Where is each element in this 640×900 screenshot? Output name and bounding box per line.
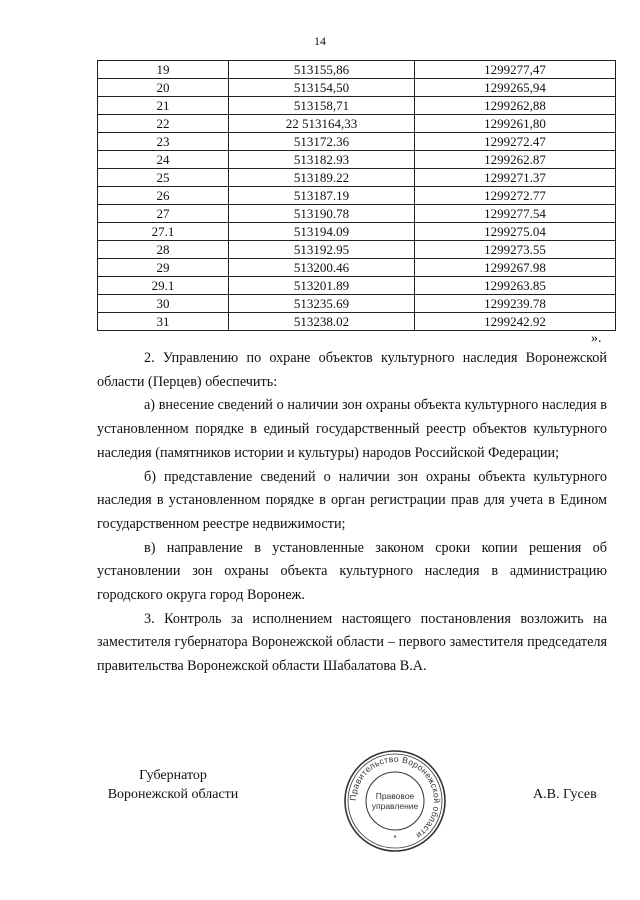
x-coordinate-cell: 513172.36 bbox=[229, 133, 415, 151]
point-number-cell: 27 bbox=[98, 205, 229, 223]
table-row bbox=[98, 79, 616, 97]
point-number-cell: 25 bbox=[98, 169, 229, 187]
table-row bbox=[98, 259, 616, 277]
x-coordinate-cell: 513154,50 bbox=[229, 79, 415, 97]
y-coordinate-cell: 1299261,80 bbox=[415, 115, 616, 133]
y-coordinate-cell: 1299272.47 bbox=[415, 133, 616, 151]
table-row bbox=[98, 295, 616, 313]
point-number-cell: 24 bbox=[98, 151, 229, 169]
point-number-cell: 28 bbox=[98, 241, 229, 259]
table-row bbox=[98, 313, 616, 331]
table-row bbox=[98, 169, 616, 187]
y-coordinate-cell: 1299239.78 bbox=[415, 295, 616, 313]
point-number-cell: 30 bbox=[98, 295, 229, 313]
paragraph-2a: а) внесение сведений о наличии зон охраны объекта культурного наследия в установленном порядке в единый государственный реестр объектов культурного наследия (памятников истории и культуры) народов Российской Федерации; bbox=[97, 397, 607, 461]
document-body bbox=[97, 347, 607, 679]
table-row bbox=[98, 277, 616, 295]
official-stamp bbox=[343, 749, 447, 853]
x-coordinate-cell: 513187.19 bbox=[229, 187, 415, 205]
point-number-cell: 20 bbox=[98, 79, 229, 97]
signatory-title bbox=[98, 766, 248, 804]
x-coordinate-cell: 513238.02 bbox=[229, 313, 415, 331]
y-coordinate-cell: 1299267.98 bbox=[415, 259, 616, 277]
y-coordinate-cell: 1299273.55 bbox=[415, 241, 616, 259]
y-coordinate-cell: 1299277.54 bbox=[415, 205, 616, 223]
page-number: 14 bbox=[314, 34, 326, 48]
y-coordinate-cell: 1299277,47 bbox=[415, 61, 616, 79]
paragraph-3: 3. Контроль за исполнением настоящего постановления возложить на заместителя губернатора Воронежской области – первого заместителя председателя правительства Воронежской области Шабалатова В.А. bbox=[97, 610, 607, 675]
paragraph-2: 2. Управлению по охране объектов культурного наследия Воронежской области (Перцев) обеспечить: bbox=[97, 350, 607, 390]
table-row bbox=[98, 187, 616, 205]
point-number-cell: 19 bbox=[98, 61, 229, 79]
signatory-title-line1: Губернатор bbox=[139, 768, 207, 783]
y-coordinate-cell: 1299271.37 bbox=[415, 169, 616, 187]
signatory-name: А.В. Гусев bbox=[533, 787, 597, 802]
x-coordinate-cell: 513200.46 bbox=[229, 259, 415, 277]
y-coordinate-cell: 1299263.85 bbox=[415, 277, 616, 295]
point-number-cell: 27.1 bbox=[98, 223, 229, 241]
table-row bbox=[98, 223, 616, 241]
point-number-cell: 29.1 bbox=[98, 277, 229, 295]
stamp-star-mark: * bbox=[393, 834, 397, 843]
table-row bbox=[98, 97, 616, 115]
y-coordinate-cell: 1299265,94 bbox=[415, 79, 616, 97]
paragraph-2b: б) представление сведений о наличии зон охраны объекта культурного наследия в установленном порядке в орган регистрации прав для учета в Едином государственном реестре недвижимости; bbox=[97, 468, 607, 532]
signatory-title-line2: Воронежской области bbox=[107, 787, 239, 802]
point-number-cell: 21 bbox=[98, 97, 229, 115]
x-coordinate-cell: 513158,71 bbox=[229, 97, 415, 115]
closing-quote: ». bbox=[591, 331, 602, 346]
y-coordinate-cell: 1299272.77 bbox=[415, 187, 616, 205]
coordinates-table bbox=[97, 60, 616, 331]
stamp-center-line2: управление bbox=[371, 801, 419, 811]
table-row bbox=[98, 151, 616, 169]
point-number-cell: 29 bbox=[98, 259, 229, 277]
y-coordinate-cell: 1299262,88 bbox=[415, 97, 616, 115]
paragraph-2c: в) направление в установленные законом сроки копии решения об установлении зон охраны объекта культурного наследия в администрацию городского округа город Воронеж. bbox=[97, 539, 607, 604]
table-row bbox=[98, 115, 616, 133]
x-coordinate-cell: 513192.95 bbox=[229, 241, 415, 259]
x-coordinate-cell: 513182.93 bbox=[229, 151, 415, 169]
y-coordinate-cell: 1299242.92 bbox=[415, 313, 616, 331]
coordinates-table-body bbox=[98, 61, 616, 331]
x-coordinate-cell: 513190.78 bbox=[229, 205, 415, 223]
point-number-cell: 22 bbox=[98, 115, 229, 133]
stamp-ring-text: Правительство Воронежской области bbox=[347, 753, 443, 841]
x-coordinate-cell: 513189.22 bbox=[229, 169, 415, 187]
x-coordinate-cell: 513201.89 bbox=[229, 277, 415, 295]
x-coordinate-cell: 513194.09 bbox=[229, 223, 415, 241]
point-number-cell: 23 bbox=[98, 133, 229, 151]
y-coordinate-cell: 1299262.87 bbox=[415, 151, 616, 169]
stamp-center-line1: Правовое bbox=[375, 791, 415, 801]
x-coordinate-cell: 513235.69 bbox=[229, 295, 415, 313]
x-coordinate-cell: 513155,86 bbox=[229, 61, 415, 79]
table-row bbox=[98, 205, 616, 223]
point-number-cell: 31 bbox=[98, 313, 229, 331]
table-row bbox=[98, 241, 616, 259]
table-row bbox=[98, 61, 616, 79]
point-number-cell: 26 bbox=[98, 187, 229, 205]
x-coordinate-cell: 22 513164,33 bbox=[229, 115, 415, 133]
table-row bbox=[98, 133, 616, 151]
y-coordinate-cell: 1299275.04 bbox=[415, 223, 616, 241]
